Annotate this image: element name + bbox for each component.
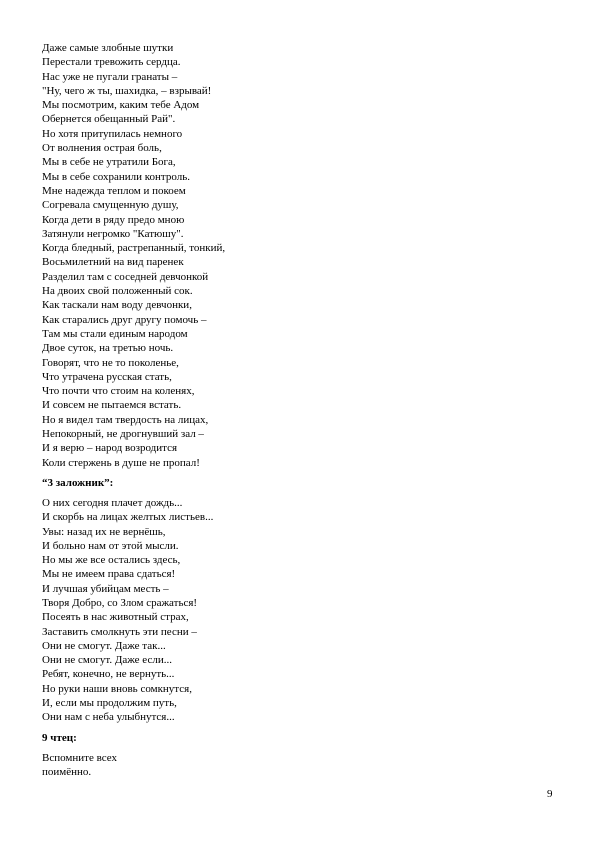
poem-line: И я верю – народ возродится xyxy=(42,442,178,455)
document-body xyxy=(42,41,562,779)
poem-line: Согревала смущенную душу, xyxy=(42,199,179,212)
poem-line: На двоих свой положенный сок. xyxy=(42,285,193,298)
poem-line: Разделил там с соседней девчонкой xyxy=(42,270,209,283)
poem-line: Там мы стали единым народом xyxy=(42,327,188,340)
poem-line: Восьмилетний на вид паренек xyxy=(42,256,184,269)
poem-line: Коли стержень в душе не пропал! xyxy=(42,456,200,469)
stanza-2 xyxy=(42,496,562,725)
poem-line: Что утрачена русская стать, xyxy=(42,370,172,383)
poem-line: Мы посмотрим, каким тебе Адом xyxy=(42,99,200,112)
poem-line: Мы не имеем права сдаться! xyxy=(42,568,176,581)
poem-line: Как старались друг другу помочь – xyxy=(42,313,207,326)
poem-line: Перестали тревожить сердца. xyxy=(42,56,181,69)
poem-line: Они нам с неба улыбнутся... xyxy=(42,711,175,724)
poem-line: Но хотя притупилась немного xyxy=(42,127,183,140)
poem-line: Обернется обещанный Рай". xyxy=(42,113,176,126)
poem-line: Творя Добро, со Злом сражаться! xyxy=(42,596,198,609)
poem-line: От волнения острая боль, xyxy=(42,142,162,155)
speaker-heading-hostage-3: “3 заложник”: xyxy=(42,476,114,489)
poem-line: Они не смогут. Даже если... xyxy=(42,654,172,667)
poem-line: Нас уже не пугали гранаты – xyxy=(42,70,178,83)
poem-line: Мы в себе сохранили контроль. xyxy=(42,170,190,183)
poem-line: И больно нам от этой мысли. xyxy=(42,539,179,552)
poem-line: Мы в себе не утратили Бога, xyxy=(42,156,176,169)
poem-line: Как таскали нам воду девчонки, xyxy=(42,299,192,312)
poem-line: "Ну, чего ж ты, шахидка, – взрывай! xyxy=(42,84,212,97)
speaker-heading-reader-9: 9 чтец: xyxy=(42,731,77,744)
poem-line: Когда дети в ряду предо мною xyxy=(42,213,185,226)
poem-line: Они не смогут. Даже так... xyxy=(42,639,166,652)
poem-line: Увы: назад их не вернёшь, xyxy=(42,525,166,538)
poem-line: И лучшая убийцам месть – xyxy=(42,582,169,595)
poem-line: И совсем не пытаемся встать. xyxy=(42,399,182,412)
poem-line: Но я видел там твердость на лицах, xyxy=(42,413,209,426)
poem-line: Когда бледный, растрепанный, тонкий, xyxy=(42,242,226,255)
poem-line: Заставить смолкнуть эти песни – xyxy=(42,625,197,638)
poem-line: Даже самые злобные шутки xyxy=(42,42,174,54)
poem-line: И скорбь на лицах желтых листьев... xyxy=(42,511,214,524)
stanza-3 xyxy=(42,751,562,780)
poem-line: Вспомните всех xyxy=(42,751,117,764)
poem-line: Но руки наши вновь сомкнутся, xyxy=(42,682,192,695)
poem-line: Двое суток, на третью ночь. xyxy=(42,342,174,355)
poem-line: Непокорный, не дрогнувший зал – xyxy=(42,428,204,441)
poem-line: Но мы же все остались здесь, xyxy=(42,554,181,567)
poem-line: поимённо. xyxy=(42,765,92,778)
poem-line: Ребят, конечно, не вернуть... xyxy=(42,668,175,681)
poem-line: Посеять в нас животный страх, xyxy=(42,611,189,624)
poem-line: Затянули негромко "Катюшу". xyxy=(42,227,184,240)
poem-line: Мне надежда теплом и покоем xyxy=(42,184,186,197)
stanza-1 xyxy=(42,41,562,470)
poem-line: Что почти что стоим на коленях, xyxy=(42,385,195,398)
poem-line: О них сегодня плачет дождь... xyxy=(42,496,183,509)
poem-line: Говорят, что не то поколенье, xyxy=(42,356,179,369)
poem-line: И, если мы продолжим путь, xyxy=(42,697,177,710)
page-number: 9 xyxy=(547,788,553,800)
